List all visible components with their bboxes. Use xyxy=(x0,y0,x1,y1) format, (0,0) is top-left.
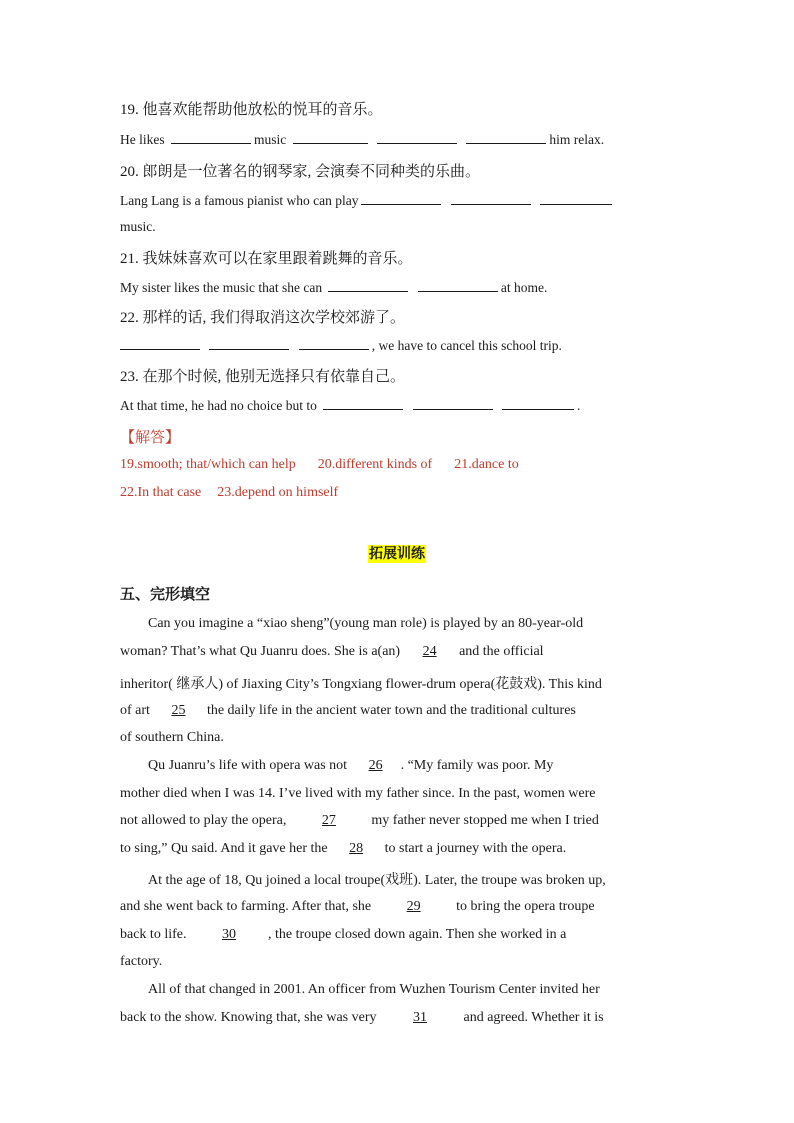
question-19-chinese: 19. 他喜欢能帮助他放松的悦耳的音乐。 xyxy=(120,102,383,118)
passage-line: back to the show. Knowing that, she was very 31 and agreed. Whether it is xyxy=(120,1010,604,1025)
blank-26[interactable]: 26 xyxy=(368,758,383,773)
passage-line: back to life. 30 , the troupe closed down again. Then she worked in a xyxy=(120,927,567,942)
answer-22: 22.In that case xyxy=(120,485,202,500)
passage-line: Can you imagine a “xiao sheng”(young man role) is played by an 80-year-old xyxy=(148,616,584,631)
blank[interactable] xyxy=(328,278,408,292)
blank-27[interactable]: 27 xyxy=(321,813,336,828)
blank-25[interactable]: 25 xyxy=(171,703,186,718)
blank[interactable] xyxy=(323,396,403,410)
answer-20: 20.different kinds of xyxy=(317,457,433,472)
question-20-english-cont: music. xyxy=(120,219,156,234)
passage-line: and she went back to farming. After that, she 29 to bring the opera troupe xyxy=(120,899,595,914)
blank[interactable] xyxy=(502,396,574,410)
blank[interactable] xyxy=(299,336,369,350)
question-23-chinese: 23. 在那个时候, 他别无选择只有依靠自己。 xyxy=(120,369,406,385)
blank[interactable] xyxy=(540,191,612,205)
passage-line: factory. xyxy=(120,954,163,969)
blank[interactable] xyxy=(377,130,457,144)
passage-line: At the age of 18, Qu joined a local troupe(戏班). Later, the troupe was broken up, xyxy=(148,873,606,888)
question-22-english: , we have to cancel this school trip. xyxy=(120,336,680,354)
blank[interactable] xyxy=(171,130,251,144)
question-20-english: Lang Lang is a famous pianist who can play xyxy=(120,191,680,209)
question-22-chinese: 22. 那样的话, 我们得取消这次学校郊游了。 xyxy=(120,310,406,326)
passage-line: inheritor( 继承人) of Jiaxing City’s Tongxiang flower-drum opera(花鼓戏). This kind xyxy=(120,677,602,692)
answer-row-2 xyxy=(120,485,680,501)
passage-line: of art 25 the daily life in the ancient water town and the traditional cultures xyxy=(120,703,576,718)
passage-line: mother died when I was 14. I’ve lived with my father since. In the past, women were xyxy=(120,786,596,801)
answer-21: 21.dance to xyxy=(454,457,519,472)
passage-line: not allowed to play the opera, 27 my father never stopped me when I tried xyxy=(120,813,599,828)
passage-line: All of that changed in 2001. An officer from Wuzhen Tourism Center invited her xyxy=(148,982,600,997)
answer-19: 19.smooth; that/which can help xyxy=(120,457,296,472)
answer-row-1 xyxy=(120,457,680,473)
question-21-english: My sister likes the music that she can at home. xyxy=(120,280,548,295)
blank-30[interactable]: 30 xyxy=(221,927,236,942)
question-21-chinese: 21. 我妹妹喜欢可以在家里跟着跳舞的音乐。 xyxy=(120,251,413,267)
section-title: 拓展训练 xyxy=(369,546,425,562)
blank[interactable] xyxy=(361,191,441,205)
passage-line: of southern China. xyxy=(120,730,224,745)
blank[interactable] xyxy=(451,191,531,205)
part-title: 五、完形填空 xyxy=(120,585,211,603)
passage-line: woman? That’s what Qu Juanru does. She is a(an) 24 and the official xyxy=(120,644,544,659)
question-20-chinese: 20. 郎朗是一位著名的钢琴家, 会演奏不同种类的乐曲。 xyxy=(120,164,481,180)
blank[interactable] xyxy=(418,278,498,292)
blank-31[interactable]: 31 xyxy=(412,1010,427,1025)
blank[interactable] xyxy=(293,130,368,144)
blank-24[interactable]: 24 xyxy=(422,644,437,659)
answer-heading: 【解答】 xyxy=(120,430,181,446)
answer-23: 23.depend on himself xyxy=(217,485,339,500)
blank-29[interactable]: 29 xyxy=(406,899,421,914)
blank[interactable] xyxy=(466,130,546,144)
passage-line: to sing,” Qu said. And it gave her the 28 to start a journey with the opera. xyxy=(120,841,567,856)
blank[interactable] xyxy=(120,336,200,350)
question-23-english: At that time, he had no choice but to . xyxy=(120,398,581,413)
blank[interactable] xyxy=(209,336,289,350)
passage-line: Qu Juanru’s life with opera was not 26 . “My family was poor. My xyxy=(148,758,554,773)
question-19-english: He likes music him relax. xyxy=(120,132,605,147)
blank-28[interactable]: 28 xyxy=(349,841,364,856)
blank[interactable] xyxy=(413,396,493,410)
